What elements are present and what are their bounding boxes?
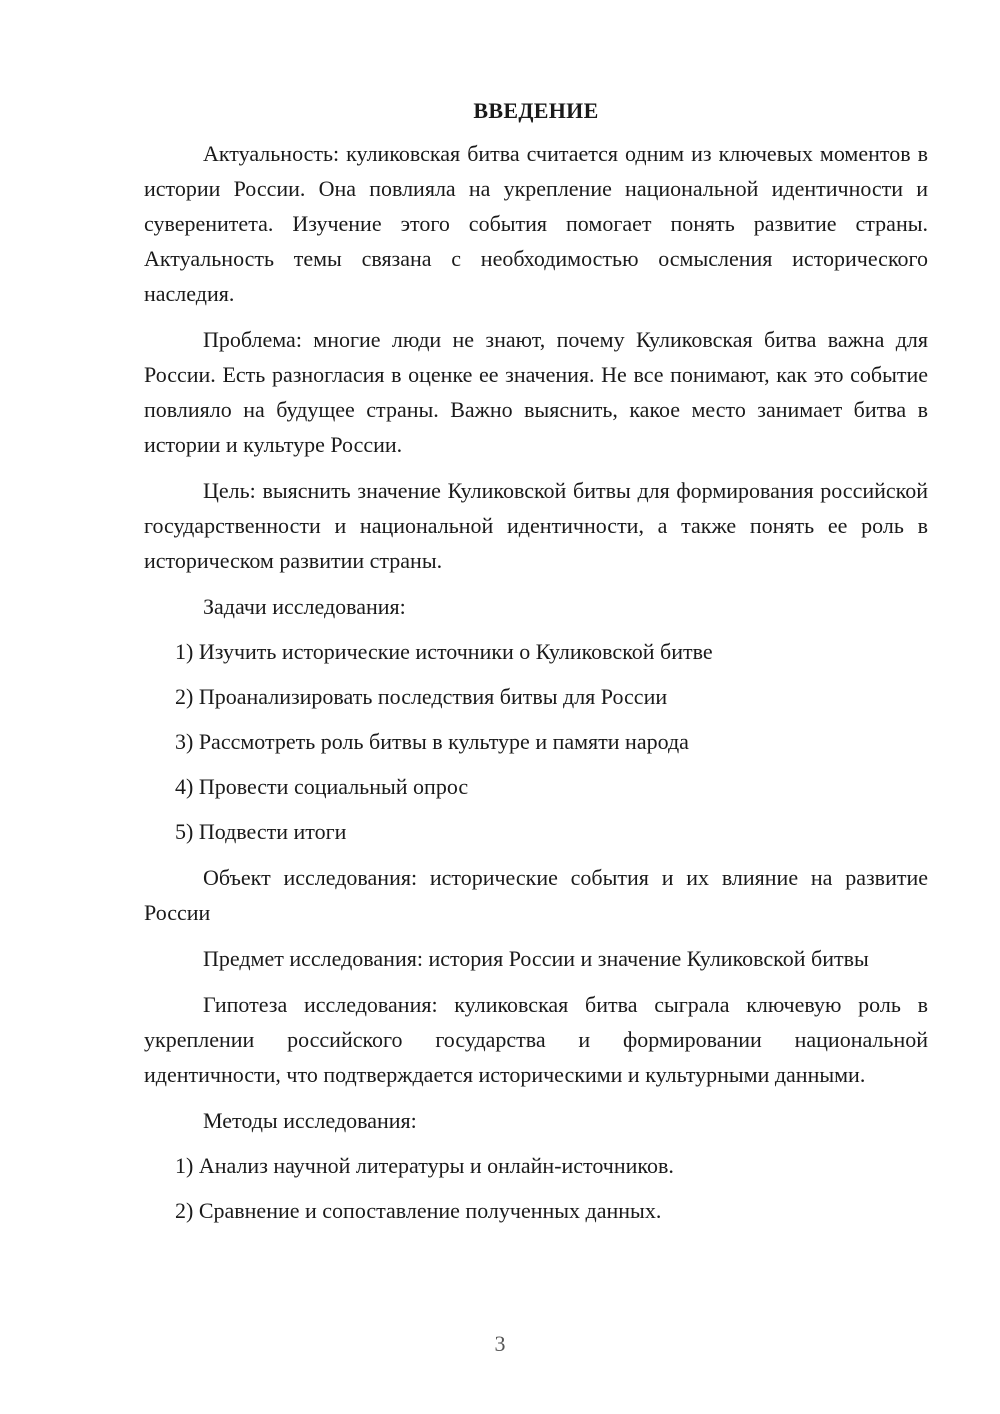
object-paragraph: Объект исследования: исторические события и их влияние на развитие России bbox=[144, 865, 928, 925]
methods-heading: Методы исследования: bbox=[203, 1108, 417, 1133]
goal-paragraph: Цель: выяснить значение Куликовской битвы для формирования российской государственности и национальной идентичности, а также понять ее роль в историческом развитии страны. bbox=[144, 478, 928, 573]
methods-list bbox=[144, 1148, 928, 1228]
list-item: 4) Провести социальный опрос bbox=[175, 774, 469, 799]
document-page bbox=[144, 94, 928, 1228]
list-item: 2) Проанализировать последствия битвы для России bbox=[175, 684, 668, 709]
list-item: 3) Рассмотреть роль битвы в культуре и памяти народа bbox=[175, 729, 689, 754]
page-number: 3 bbox=[494, 1331, 506, 1356]
hypothesis-paragraph: Гипотеза исследования: куликовская битва сыграла ключевую роль в укреплении российского государства и формировании национальной идентичности, что подтверждается историческими и культурными данными. bbox=[144, 992, 928, 1087]
list-item: 5) Подвести итоги bbox=[175, 819, 347, 844]
relevance-paragraph: Актуальность: куликовская битва считается одним из ключевых моментов в истории России. Она повлияла на укрепление национальной идентичности и суверенитета. Изучение этого события помогает понять развитие страны. Актуальность темы связана с необходимостью осмысления исторического наследия. bbox=[144, 141, 928, 306]
list-item: 1) Изучить исторические источники о Куликовской битве bbox=[175, 639, 713, 664]
section-title: ВВЕДЕНИЕ bbox=[473, 98, 599, 123]
list-item: 1) Анализ научной литературы и онлайн-источников. bbox=[175, 1153, 674, 1178]
subject-paragraph: Предмет исследования: история России и значение Куликовской битвы bbox=[203, 946, 869, 971]
tasks-list bbox=[144, 634, 928, 849]
problem-paragraph: Проблема: многие люди не знают, почему Куликовская битва важна для России. Есть разногласия в оценке ее значения. Не все понимают, как это событие повлияло на будущее страны. Важно выяснить, какое место занимает битва в истории и культуре России. bbox=[144, 327, 928, 457]
tasks-heading: Задачи исследования: bbox=[203, 594, 406, 619]
list-item: 2) Сравнение и сопоставление полученных данных. bbox=[175, 1198, 662, 1223]
